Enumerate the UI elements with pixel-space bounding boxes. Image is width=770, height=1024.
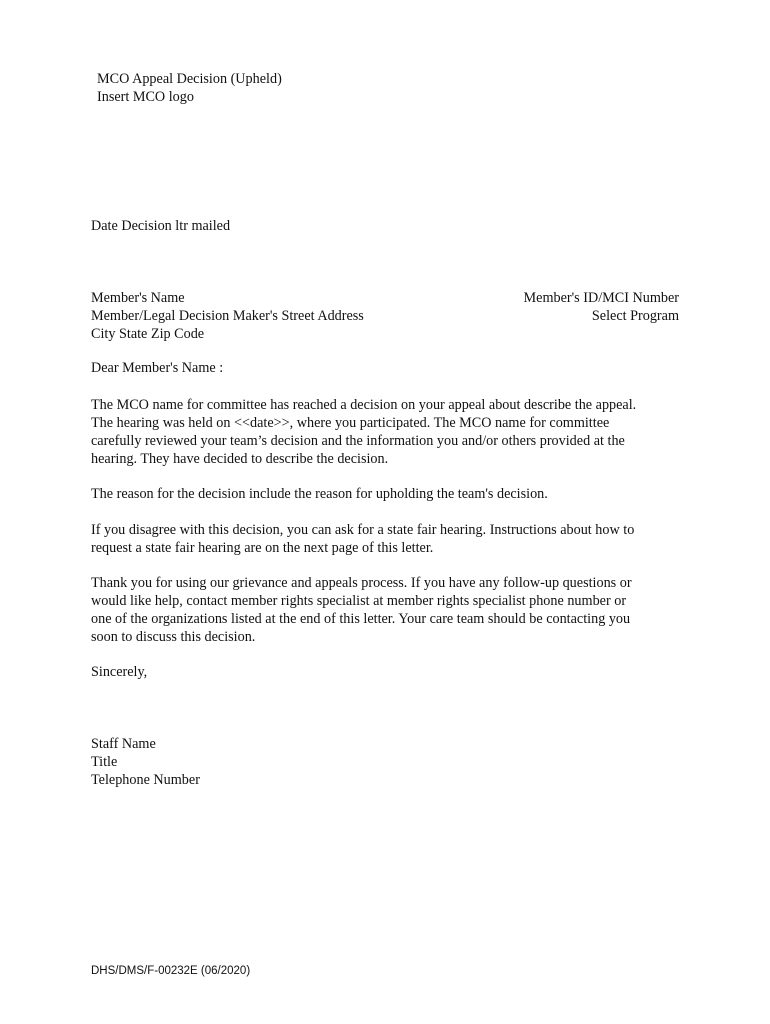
paragraph-line: The reason for the decision include the reason for upholding the team's decision. (91, 486, 548, 502)
form-id-footer: DHS/DMS/F-00232E (06/2020) (91, 965, 251, 977)
member-info (524, 289, 679, 325)
recipient-street: Member/Legal Decision Maker's Street Address (91, 308, 364, 324)
paragraph-decision (91, 396, 691, 468)
paragraph-reason (91, 485, 691, 503)
member-id: Member's ID/MCI Number (523, 290, 679, 306)
signature-block (91, 735, 200, 789)
paragraph-line: soon to discuss this decision. (91, 629, 256, 645)
staff-title: Title (91, 754, 118, 770)
paragraph-line: Thank you for using our grievance and appeals process. If you have any follow-up questions or (91, 575, 632, 591)
paragraph-line: one of the organizations listed at the end of this letter. Your care team should be contacting you (91, 611, 631, 627)
logo-placeholder: Insert MCO logo (97, 89, 194, 105)
closing: Sincerely, (91, 664, 148, 680)
member-program: Select Program (591, 308, 679, 324)
recipient-city-state-zip: City State Zip Code (91, 326, 205, 342)
paragraph-fair-hearing (91, 521, 691, 557)
recipient-name: Member's Name (91, 290, 185, 306)
recipient-address (91, 289, 364, 343)
paragraph-thank-you (91, 574, 691, 646)
paragraph-line: hearing. They have decided to describe the decision. (91, 451, 389, 467)
paragraph-line: The MCO name for committee has reached a decision on your appeal about describe the appeal. (91, 397, 637, 413)
paragraph-line: If you disagree with this decision, you can ask for a state fair hearing. Instructions about how to (91, 522, 635, 538)
staff-phone: Telephone Number (91, 772, 200, 788)
paragraph-line: request a state fair hearing are on the next page of this letter. (91, 540, 434, 556)
salutation: Dear Member's Name : (91, 360, 224, 376)
letter-title: MCO Appeal Decision (Upheld) (97, 71, 282, 87)
mailed-date: Date Decision ltr mailed (91, 218, 231, 234)
staff-name: Staff Name (91, 736, 156, 752)
paragraph-line: carefully reviewed your team’s decision and the information you and/or others provided at the (91, 433, 625, 449)
paragraph-line: The hearing was held on <<date>>, where you participated. The MCO name for committee (91, 415, 610, 431)
letter-header (97, 70, 282, 106)
paragraph-line: would like help, contact member rights specialist at member rights specialist phone number or (91, 593, 627, 609)
